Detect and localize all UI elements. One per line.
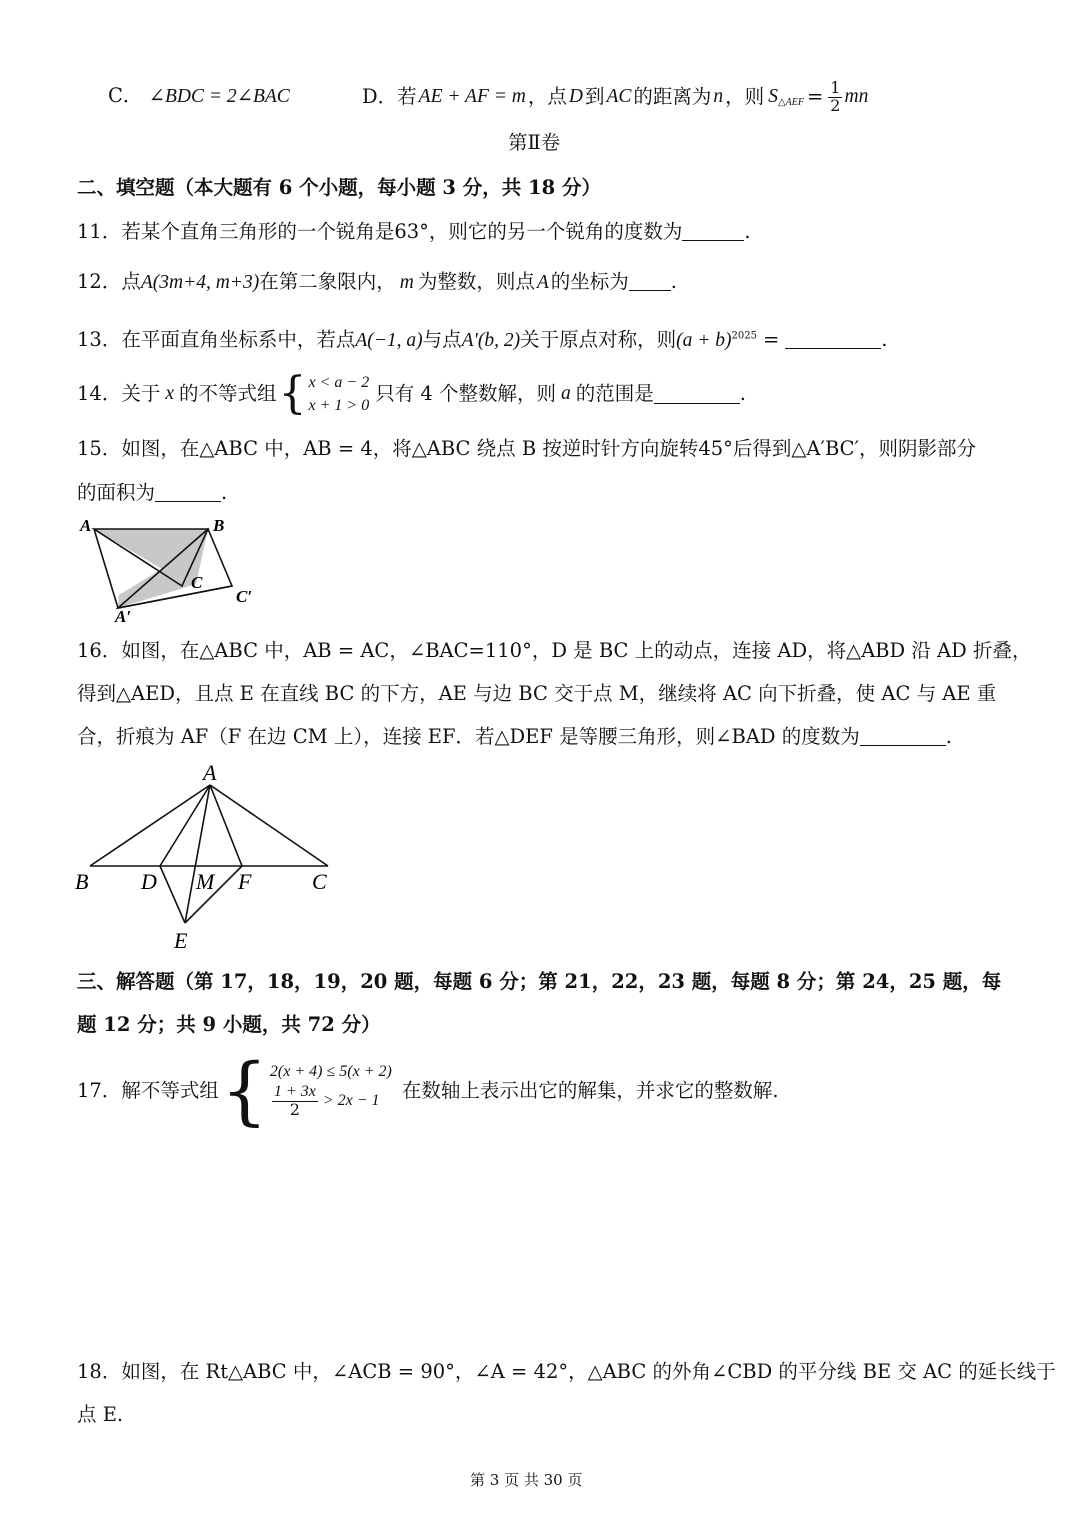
question-14: 14．关于 x 的不等式组 { x < a − 2 x + 1 > 0 只有 4 个整数解，则 a 的范围是 . bbox=[77, 368, 746, 419]
label-B: B bbox=[75, 869, 89, 894]
question-16-line3: 合，折痕为 AF（F 在边 CM 上），连接 EF．若△DEF 是等腰三角形，则∠BAD 的度数为 . bbox=[77, 725, 952, 748]
label-F: F bbox=[238, 869, 252, 894]
question-15-line1: 15．如图，在△ABC 中，AB = 4，将△ABC 绕点 B 按逆时针方向旋转45°后得到△A′BC′，则阴影部分 bbox=[77, 437, 976, 460]
brace-icon: { bbox=[220, 1048, 268, 1134]
label-M: M bbox=[196, 869, 215, 894]
figure-16 bbox=[70, 758, 350, 958]
question-13: 13．在平面直角坐标系中，若点A(−1, a)与点A′(b, 2)关于原点对称，则$(a + b)^{2025}$ = . bbox=[77, 328, 888, 351]
part2-heading: 二、填空题（本大题有 6 个小题，每小题 3 分，共 18 分） bbox=[77, 176, 602, 199]
question-18-line2: 点 E. bbox=[77, 1403, 124, 1426]
option-c: C． ∠BDC = 2∠BAC bbox=[108, 84, 290, 107]
part3-heading-line2: 题 12 分；共 9 小题，共 72 分） bbox=[77, 1013, 381, 1036]
question-11: 11．若某个直角三角形的一个锐角是63°，则它的另一个锐角的度数为 . bbox=[77, 220, 751, 243]
label-C: C bbox=[312, 869, 327, 894]
label-E: E bbox=[174, 928, 188, 953]
label-A: A bbox=[203, 760, 217, 785]
label-C: C bbox=[191, 573, 203, 592]
question-16-line2: 得到△AED，且点 E 在直线 BC 的下方，AE 与边 BC 交于点 M，继续将 AC 向下折叠，使 AC 与 AE 重 bbox=[77, 682, 997, 705]
brace-icon: { bbox=[278, 368, 307, 419]
section-title: 第Ⅱ卷 bbox=[508, 131, 561, 154]
label-A: A bbox=[80, 516, 92, 535]
label-C-prime: C′ bbox=[236, 587, 253, 606]
label-B: B bbox=[213, 516, 225, 535]
question-18-line1: 18．如图，在 Rt△ABC 中，∠ACB = 90°，∠A = 42°，△ABC 的外角∠CBD 的平分线 BE 交 AC 的延长线于 bbox=[77, 1360, 1056, 1383]
page-footer: 第 3 页 共 30 页 bbox=[470, 1471, 583, 1489]
part3-heading-line1: 三、解答题（第 17，18，19，20 题，每题 6 分；第 21，22，23 题，每题 8 分；第 24，25 题，每 bbox=[77, 970, 1002, 993]
label-A-prime: A′ bbox=[115, 607, 132, 624]
question-17: 17．解不等式组 { 2(x + 4) ≤ 5(x + 2) $\frac{1 + 3x}{2}$ > 2x − 1 在数轴上表示出它的解集，并求它的整数解. bbox=[77, 1048, 779, 1134]
question-12: 12．点A(3m+4, m+3)在第二象限内， m 为整数，则点 A 的坐标为 . bbox=[77, 270, 677, 293]
figure-15 bbox=[70, 512, 270, 624]
option-d: D． 若 AE + AF = m ，点 D 到 AC 的距离为 n ，则 S △AEF = $\frac{1}{2}$ mn bbox=[362, 77, 869, 115]
question-16-line1: 16．如图，在△ABC 中，AB = AC，∠BAC=110°，D 是 BC 上的动点，连接 AD，将△ABD 沿 AD 折叠， bbox=[77, 639, 1032, 662]
label-D: D bbox=[141, 869, 157, 894]
question-15-line2: 的面积为 . bbox=[77, 481, 228, 504]
